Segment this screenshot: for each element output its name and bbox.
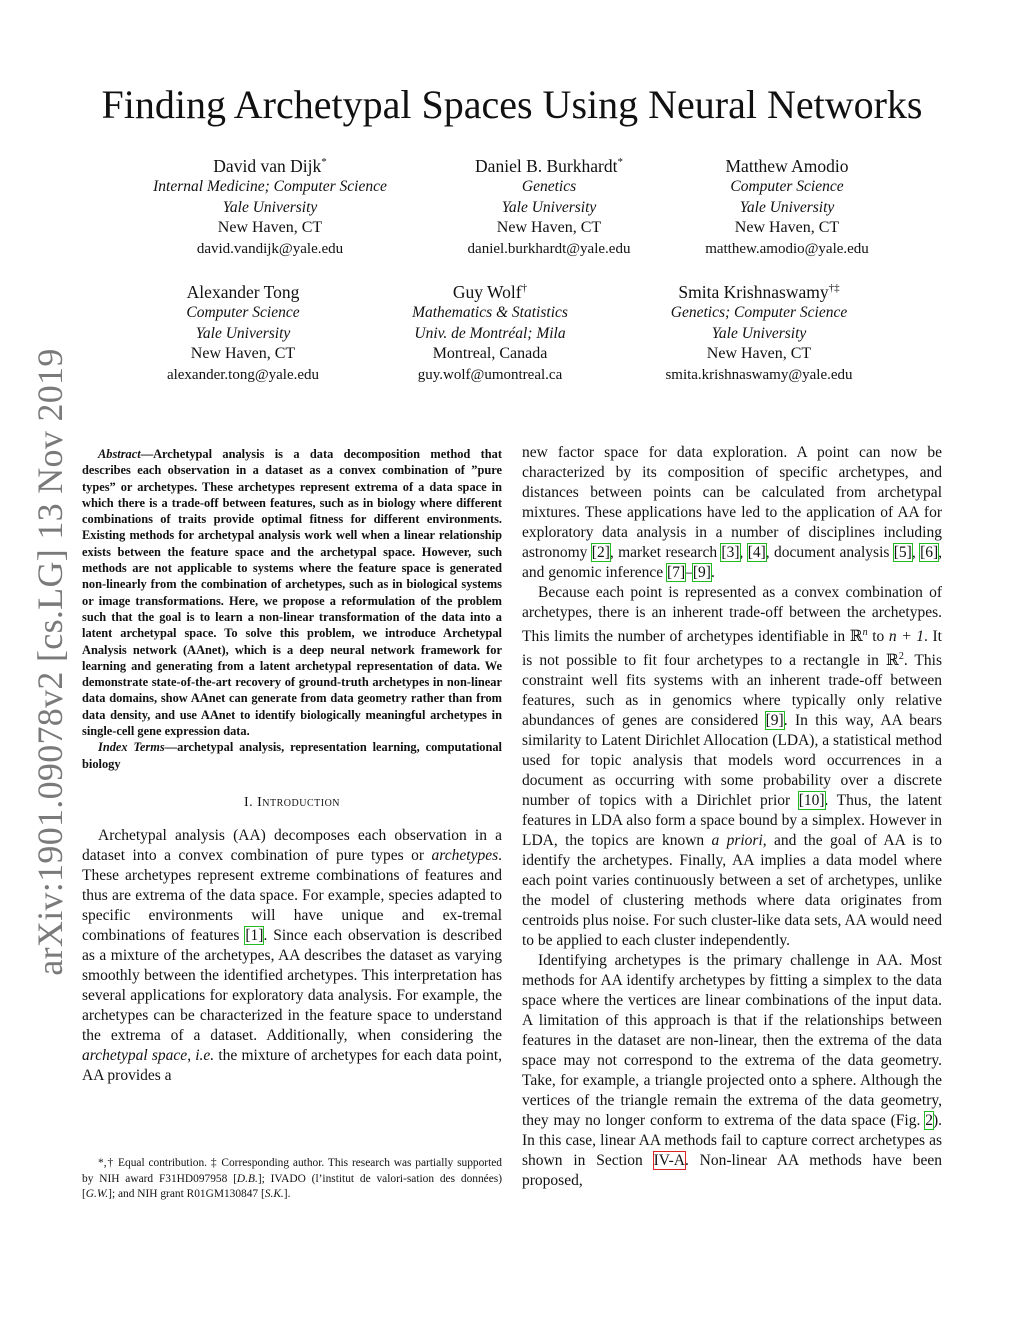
author-affiliation: Univ. de Montréal; Mila: [414, 324, 566, 342]
author-dept: Computer Science: [730, 178, 844, 195]
intro-paragraph: Archetypal analysis (AA) decomposes each observation in a dataset into a convex combination of pure types or archetypes. These archetypes represent extreme combinations of features and thus are extrema of the data space. For example, species adapted to specific environments will have unique and ex-tremal combinations of features [1]. Since each observation is described as a mixture of the archetypes, AA describes the dataset as varying smoothly between the identified archetypes. This interpretation has several applications for exploratory data analysis. For example, the archetypes can be characterized in the feature space to understand the extrema of a dataset. Additionally, when considering the archetypal space, i.e. the mixture of archetypes for each data point, AA provides a: [82, 826, 503, 1084]
author-dept: Genetics; Computer Science: [670, 304, 848, 321]
author-name: Alexander Tong: [186, 282, 300, 302]
author-block: [637, 155, 937, 259]
author-location: New Haven, CT: [496, 219, 602, 236]
author-email: matthew.amodio@yale.edu: [705, 240, 869, 257]
citation-link[interactable]: [5]: [893, 544, 912, 561]
body-paragraph: Identifying archetypes is the primary challenge in AA. Most methods for AA identify archetypes by fitting a simplex to the data space where the vertices are linear combinations of the input data. A limitation of this approach is that if the relationships between features in the dataset are non-linear, then the extrema of the data space may not correspond to the extrema of the data geometry. Take, for example, a triangle projected onto a sphere. Although the vertices of the triangle remain the extrema of the data geometry, they may no longer conform to extrema of the data space (Fig. 2). In this case, linear AA methods fail to capture correct archetypes as shown in Section IV-A. Non-linear AA methods have been proposed,: [522, 952, 943, 1190]
author-dept: Computer Science: [186, 304, 300, 321]
author-location: New Haven, CT: [706, 345, 812, 362]
citation-link[interactable]: [1]: [245, 926, 264, 944]
section-link[interactable]: IV-A: [653, 1152, 685, 1170]
author-name: Matthew Amodio: [725, 156, 849, 176]
author-affiliation: Yale University: [711, 324, 807, 342]
citation-link[interactable]: [2]: [591, 544, 610, 561]
author-name: David van Dijk*: [213, 156, 327, 176]
citation-link[interactable]: [9]: [765, 712, 784, 730]
author-name: Daniel B. Burkhardt*: [475, 156, 623, 176]
author-email: daniel.burkhardt@yale.edu: [467, 240, 631, 257]
author-location: New Haven, CT: [734, 219, 840, 236]
author-email: alexander.tong@yale.edu: [166, 366, 320, 383]
author-affiliation: Yale University: [501, 198, 597, 216]
body-paragraph: Because each point is represented as a convex combination of archetypes, there is an inherent trade-off between the archetypes. This limits the number of archetypes identifiable in ℝ$^n$ to n + 1. It is not possible to fit four archetypes to a rectangle in ℝ$^2$. This constraint well fits systems with an inherent trade-off between features, such as in genomics where typically only relative abundances of genes are considered [9]. In this way, AA bears similarity to Latent Dirichlet Allocation (LDA), a statistical method used for topic analysis that models word occurrences in a document as occurring with some probability over a discrete number of topics with a Dirichlet prior [10]. Thus, the latent features in LDA also form a space bound by a simplex. However in LDA, the topics are known a priori, and the goal of AA is to identify the archetypes. Finally, AA implies a data model where each point varies continuously between a set of archetypes, unlike the model of clustering methods where data originates from centroids plus noise. For such cluster-like data sets, AA would need to be applied to each cluster independently.: [522, 584, 942, 950]
author-name: Smita Krishnaswamy†‡: [678, 282, 840, 302]
author-affiliation: Yale University: [222, 198, 318, 216]
author-location: New Haven, CT: [217, 219, 323, 236]
author-affiliation: Yale University: [195, 324, 291, 342]
author-location: New Haven, CT: [190, 345, 296, 362]
citation-link[interactable]: [7]: [667, 564, 686, 581]
author-dept: Genetics: [521, 178, 577, 195]
author-email: david.vandijk@yale.edu: [196, 240, 344, 257]
author-block: [120, 155, 420, 259]
paper-title: Finding Archetypal Spaces Using Neural Networks: [101, 82, 923, 127]
citation-link[interactable]: [10]: [798, 792, 825, 810]
author-block: [609, 281, 909, 385]
author-email: guy.wolf@umontreal.ca: [417, 366, 563, 383]
right-column: [522, 443, 942, 1191]
author-block: [340, 281, 640, 385]
citation-link[interactable]: [6]: [920, 544, 939, 561]
author-dept: Mathematics & Statistics: [412, 304, 568, 321]
left-column: [82, 446, 502, 1086]
citation-link[interactable]: [3]: [721, 544, 740, 561]
section-heading: I. Introduction: [243, 794, 341, 810]
abstract: Abstract—Archetypal analysis is a data decomposition method that describes each observation in a dataset as a convex combination of ”pure types” or archetypes. These archetypes represent extrema of a data space in which there is a trade-off between features, such as in biology where different combinations of traits provide optimal fitness for different environments. Existing methods for archetypal analysis work well when a linear relationship exists between the feature space and the archetypal space. However, such methods are not applicable to systems where the feature space is generated non-linearly from the combination of archetypes, such as in biological systems or image transformations. Here, we propose a reformulation of the problem such that the goal is to learn a non-linear transformation of the data into a latent archetypal space. To solve this problem, we introduce Archetypal Analysis network (AAnet), which is a deep neural network framework for learning and generating from a latent archetypal representation of data. We demonstrate state-of-the-art recovery of ground-truth archetypes in non-linear data domains, show AAnet can generate from data geometry rather than from data density, and use AAnet to identify biologically meaningful archetypes in single-cell gene expression data.: [82, 447, 502, 739]
body-paragraph: new factor space for data exploration. A point can now be characterized by its composition of specific archetypes, and distances between points can be calculated from archetypal mixtures. These applications have led to the application of AA for exploratory data analysis in a number of disciplines including astronomy [2], market research [3], [4], document analysis [5], [6], and genomic inference [7]–[9].: [522, 444, 943, 581]
author-dept: Internal Medicine; Computer Science: [153, 178, 387, 195]
arxiv-stamp: arXiv:1901.09078v2 [cs.LG] 13 Nov 2019: [30, 348, 70, 976]
author-email: smita.krishnaswamy@yale.edu: [665, 366, 853, 383]
index-terms: Index Terms—archetypal analysis, representation learning, computational biology: [82, 740, 502, 771]
footnote: *,† Equal contribution. ‡ Corresponding author. This research was partially supported by NIH award F31HD097958 [D.B.]; IVADO (l’institut de valori-sation des données) [G.W.]; and NIH grant R01GM130847 [S.K.].: [82, 1157, 502, 1200]
author-location: Montreal, Canada: [432, 345, 548, 362]
citation-link[interactable]: [4]: [747, 544, 766, 561]
author-affiliation: Yale University: [739, 198, 835, 216]
figure-link[interactable]: 2: [925, 1112, 933, 1130]
citation-link[interactable]: [9]: [692, 564, 711, 581]
author-name: Guy Wolf†: [452, 282, 528, 302]
